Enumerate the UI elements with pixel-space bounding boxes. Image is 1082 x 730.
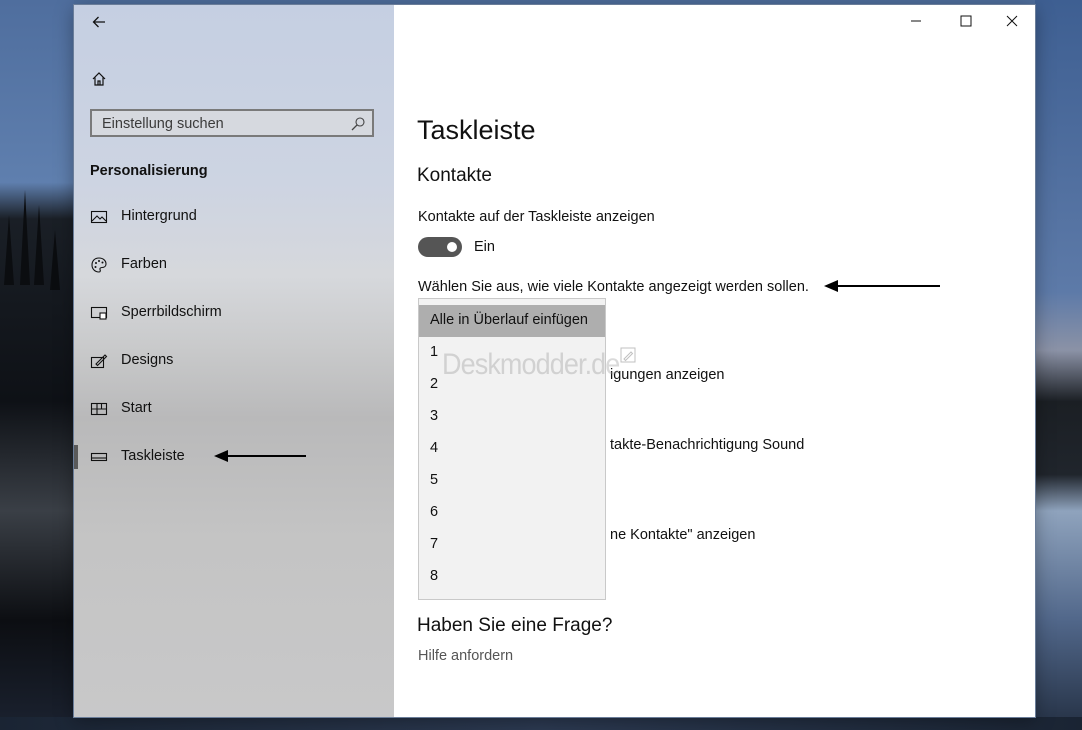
back-button[interactable] (89, 12, 109, 32)
dropdown-option[interactable]: 1 (430, 344, 439, 360)
show-contacts-toggle[interactable] (418, 237, 462, 257)
dropdown-option[interactable]: 2 (430, 376, 439, 392)
minimize-button[interactable] (893, 5, 939, 37)
show-contacts-label: Kontakte auf der Taskleiste anzeigen (418, 209, 655, 225)
annotation-arrow-sidebar (224, 455, 306, 457)
my-contacts-label: ne Kontakte" anzeigen (610, 527, 756, 543)
watermark: Deskmodder.de (442, 348, 620, 381)
lockscreen-icon (90, 304, 108, 322)
dropdown-option[interactable]: 8 (430, 568, 439, 584)
palette-icon (90, 256, 108, 274)
arrow-left-icon (92, 15, 106, 29)
sound-label: takte-Benachrichtigung Sound (610, 437, 805, 453)
sidebar-item-label: Hintergrund (121, 208, 197, 224)
sidebar-item-farben[interactable] (74, 245, 394, 285)
sidebar-item-label: Sperrbildschirm (121, 304, 222, 320)
sidebar-item-label: Farben (121, 256, 167, 272)
sidebar-item-taskleiste[interactable] (74, 437, 394, 477)
dropdown-option[interactable]: 7 (430, 536, 439, 552)
close-icon (1006, 15, 1018, 27)
help-link[interactable]: Hilfe anfordern (418, 648, 514, 664)
start-icon (90, 400, 108, 418)
sidebar-item-hintergrund[interactable] (74, 197, 394, 237)
choose-count-label: Wählen Sie aus, wie viele Kontakte angezeigt werden sollen. (418, 279, 809, 295)
sidebar (74, 5, 394, 717)
dropdown-option[interactable]: 5 (430, 472, 439, 488)
search-box[interactable] (90, 109, 374, 137)
search-input[interactable]: Einstellung suchen (102, 116, 224, 132)
toggle-knob (447, 242, 457, 252)
dropdown-option[interactable]: 6 (430, 504, 439, 520)
sidebar-item-sperrbildschirm[interactable] (74, 293, 394, 333)
contact-count-dropdown[interactable] (418, 298, 606, 600)
sidebar-item-label: Designs (121, 352, 174, 368)
sidebar-item-start[interactable] (74, 389, 394, 429)
picture-icon (90, 208, 108, 226)
home-button[interactable] (88, 68, 110, 90)
taskbar-icon (90, 448, 108, 466)
annotation-arrow-content (834, 285, 940, 287)
main-content (394, 5, 1035, 717)
toggle-state-label: Ein (474, 239, 495, 255)
page-title: Taskleiste (417, 115, 536, 145)
minimize-icon (910, 15, 922, 27)
dropdown-option[interactable]: Alle in Überlauf einfügen (419, 305, 605, 337)
desktop-background-right (1035, 0, 1082, 730)
sidebar-item-label: Taskleiste (121, 448, 185, 464)
search-icon[interactable] (350, 116, 366, 132)
sidebar-item-designs[interactable] (74, 341, 394, 381)
brush-icon (90, 352, 108, 370)
dropdown-option[interactable]: 4 (430, 440, 439, 456)
section-heading-kontakte: Kontakte (417, 165, 492, 186)
desktop-background-left (0, 0, 74, 730)
maximize-icon (960, 15, 972, 27)
question-heading: Haben Sie eine Frage? (417, 615, 613, 636)
section-title: Personalisierung (90, 163, 208, 179)
desktop-background-bottom (0, 717, 1082, 730)
notifications-label: igungen anzeigen (610, 367, 725, 383)
maximize-button[interactable] (943, 5, 989, 37)
dropdown-option[interactable]: 3 (430, 408, 439, 424)
home-icon (91, 71, 107, 87)
settings-window (74, 5, 1035, 717)
close-button[interactable] (989, 5, 1035, 37)
sidebar-item-label: Start (121, 400, 152, 416)
watermark-pencil-icon (620, 347, 636, 363)
